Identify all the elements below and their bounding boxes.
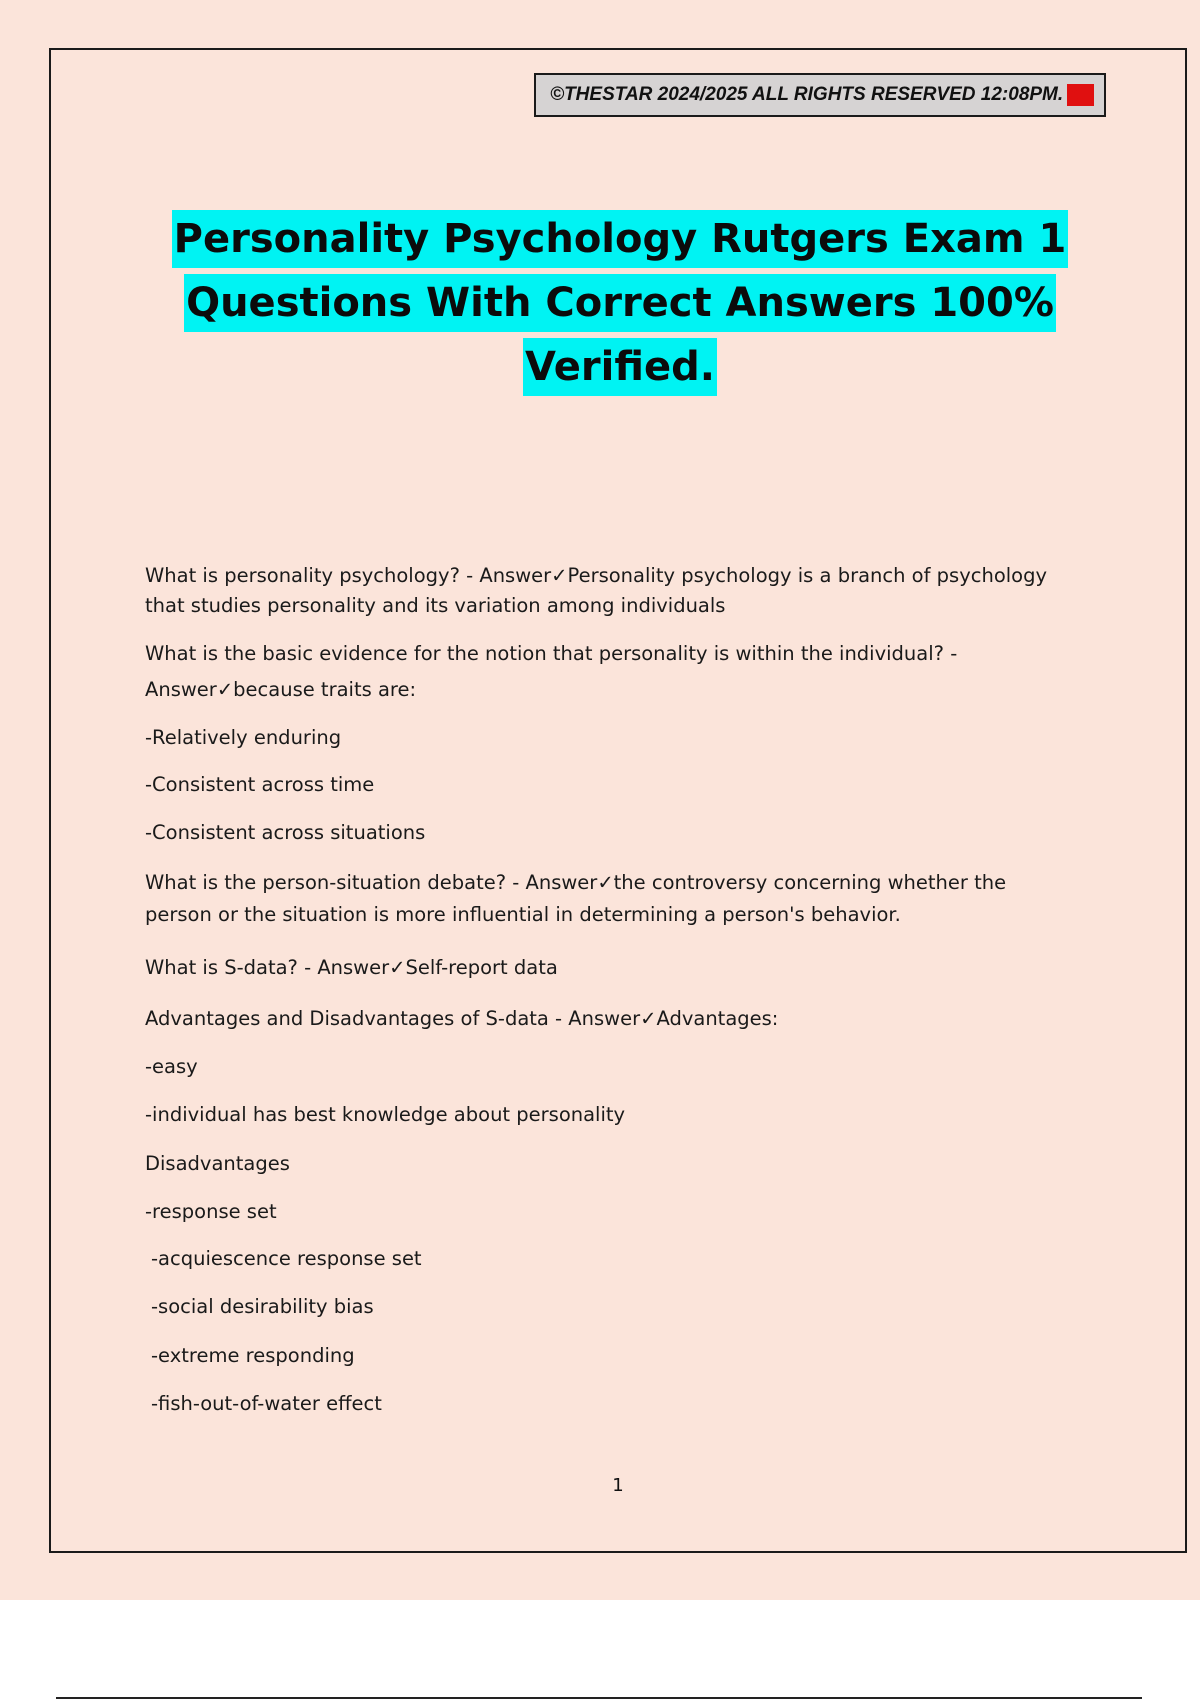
document-title — [120, 210, 1120, 402]
question-3-line-2: person or the situation is more influential in determining a person's behavior. — [145, 903, 901, 926]
title-line-3: Verified. — [523, 338, 717, 396]
list-item: -acquiescence response set — [151, 1247, 422, 1270]
list-item: -Consistent across situations — [145, 821, 426, 844]
question-3-line-1: What is the person-situation debate? - Answer✓the controversy concerning whether the — [145, 871, 1007, 894]
list-item: -fish-out-of-water effect — [151, 1392, 382, 1415]
list-item: -Relatively enduring — [145, 726, 342, 749]
list-item: -easy — [145, 1055, 198, 1078]
question-2-line-1: What is the basic evidence for the notion that personality is within the individual? - — [145, 642, 958, 665]
copyright-banner — [534, 73, 1106, 117]
question-1-line-1: What is personality psychology? - Answer✓Personality psychology is a branch of psychology — [145, 564, 1048, 587]
question-1-line-2: that studies personality and its variation among individuals — [145, 594, 726, 617]
grade-badge: A+ — [1068, 84, 1093, 105]
list-item: -response set — [145, 1200, 277, 1223]
list-item: -extreme responding — [151, 1344, 355, 1367]
divider — [56, 1697, 1142, 1699]
question-5: Advantages and Disadvantages of S-data - Answer✓Advantages: — [145, 1007, 779, 1030]
title-line-2: Questions With Correct Answers 100% — [184, 274, 1056, 332]
list-item: -social desirability bias — [151, 1295, 374, 1318]
list-item: -Consistent across time — [145, 773, 375, 796]
disadvantages-heading: Disadvantages — [145, 1152, 290, 1175]
question-4: What is S-data? - Answer✓Self-report data — [145, 956, 558, 979]
list-item: -individual has best knowledge about personality — [145, 1103, 626, 1126]
copyright-text: ©THESTAR 2024/2025 ALL RIGHTS RESERVED 12:08PM. — [550, 84, 1064, 105]
question-2-line-2: Answer✓because traits are: — [145, 678, 417, 701]
page-number: 1 — [612, 1475, 624, 1496]
title-line-1: Personality Psychology Rutgers Exam 1 — [172, 210, 1069, 268]
